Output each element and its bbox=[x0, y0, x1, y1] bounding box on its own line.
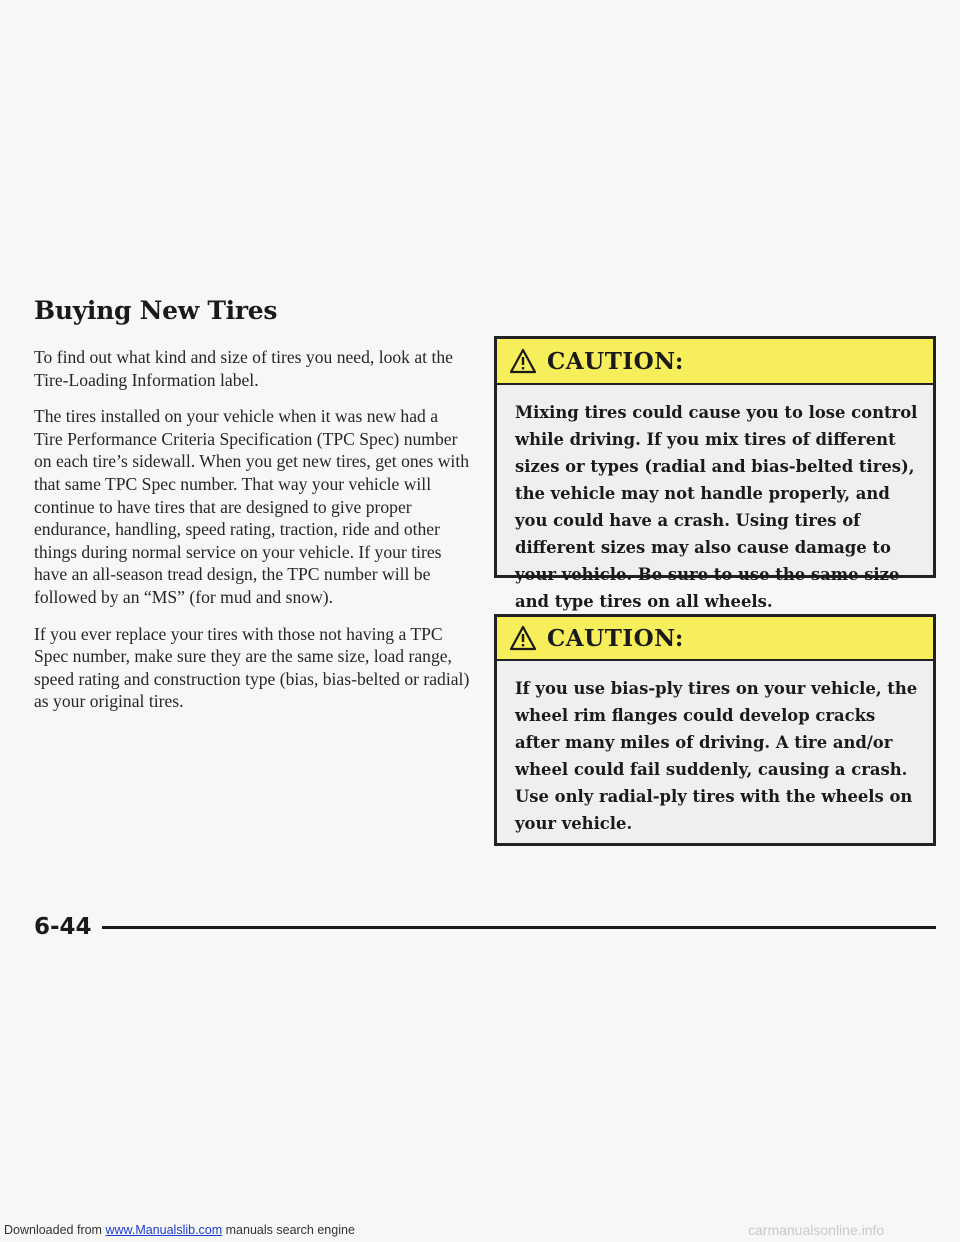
paragraph: To find out what kind and size of tires you need, look at the Tire-Loading Information label. bbox=[34, 347, 453, 390]
site-watermark: carmanualsonline.info bbox=[748, 1222, 885, 1238]
caution-box bbox=[494, 336, 936, 611]
section-title: Buying New Tires bbox=[34, 296, 278, 325]
caution-label: CAUTION: bbox=[547, 347, 684, 375]
caution-header bbox=[497, 617, 933, 661]
section-body bbox=[34, 346, 470, 727]
page-number: 6-44 bbox=[34, 914, 92, 940]
footer-rule bbox=[102, 926, 936, 929]
watermark-prefix: Downloaded from bbox=[4, 1223, 106, 1237]
paragraph: If you ever replace your tires with those not having a TPC Spec number, make sure they are the same size, load range, speed rating and construction type (bias, bias-belted or radial) as your original tires. bbox=[34, 623, 470, 712]
caution-text: If you use bias-ply tires on your vehicle, the wheel rim flanges could develop cracks after many miles of driving. A tire and/or wheel could fail suddenly, causing a crash. Use only radial-ply tires with the wheels on your vehicle. bbox=[515, 679, 918, 833]
caution-header bbox=[497, 339, 933, 385]
paragraph: The tires installed on your vehicle when it was new had a Tire Performance Criteria Specification (TPC Spec) number on each tire’s sidewall. When you get new tires, get ones with that same TPC Spec number. That way your vehicle will continue to have tires that are designed to give proper endurance, handling, speed rating, traction, ride and other things during normal service on your vehicle. If your tires have an all-season tread design, the TPC number will be followed by an “MS” (for mud and snow). bbox=[34, 406, 470, 607]
download-watermark bbox=[4, 1223, 355, 1237]
page-footer bbox=[34, 914, 936, 940]
caution-text: Mixing tires could cause you to lose control while driving. If you mix tires of different sizes or types (radial and bias-belted tires), the vehicle may not handle properly, and you could have a crash. Using tires of different sizes may also cause damage to your vehicle. Be sure to use the same size and type tires on all wheels. bbox=[515, 403, 918, 611]
caution-box bbox=[494, 614, 936, 846]
warning-triangle-icon bbox=[509, 625, 537, 651]
warning-triangle-icon bbox=[509, 348, 537, 374]
watermark-suffix: manuals search engine bbox=[222, 1223, 355, 1237]
caution-label: CAUTION: bbox=[547, 624, 684, 652]
manualslib-link[interactable]: www.Manualslib.com bbox=[105, 1223, 223, 1237]
